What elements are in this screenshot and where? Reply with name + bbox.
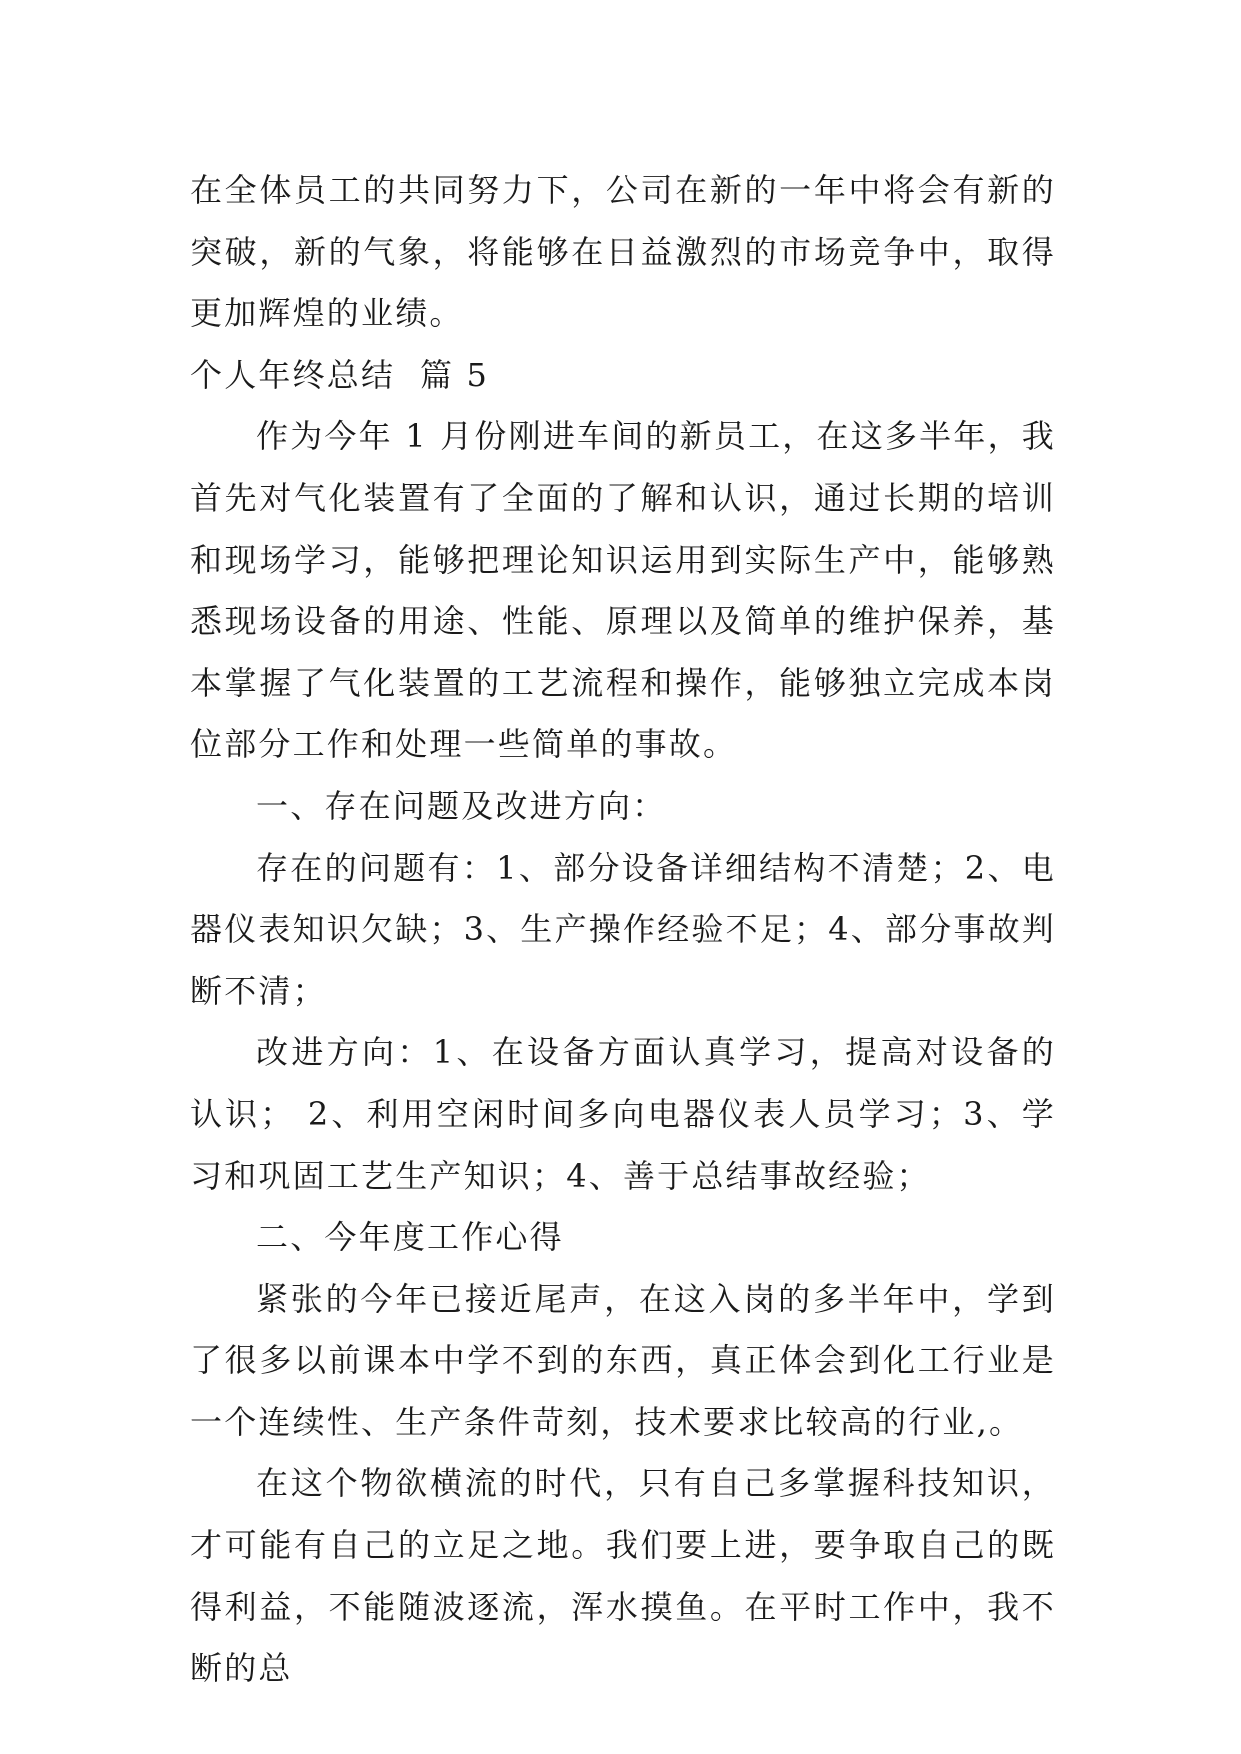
subheading-problems-directions: 一、存在问题及改进方向： <box>256 786 667 825</box>
paragraph-improvements: 改进方向：1、在设备方面认真学习，提高对设备的认识； 2、利用空闲时间多向电器仪表人员学习；3、学习和巩固工艺生产知识；4、善于总结事故经验； <box>190 1033 1056 1195</box>
paragraph-intro: 作为今年 1 月份刚进车间的新员工，在这多半年，我首先对气化装置有了全面的了解和认识，通过长期的培训和现场学习，能够把理论知识运用到实际生产中，能够熟悉现场设备的用途、性能、原理以及简单的维护保养，基本掌握了气化装置的工艺流程和操作，能够独立完成本岗位部分工作和处理一些简单的事故。 <box>190 417 1056 764</box>
subheading-work-experience: 二、今年度工作心得 <box>256 1218 564 1257</box>
paragraph-experience: 紧张的今年已接近尾声，在这入岗的多半年中，学到了很多以前课本中学不到的东西，真正体会到化工行业是一个连续性、生产条件苛刻，技术要求比较高的行业,。 <box>190 1279 1056 1441</box>
paragraph-reflection: 在这个物欲横流的时代，只有自己多掌握科技知识，才可能有自己的立足之地。我们要上进，要争取自己的既得利益，不能随波逐流，浑水摸鱼。在平时工作中，我不断的总 <box>190 1464 1056 1688</box>
document-body <box>190 160 1056 1700</box>
paragraph-problems: 存在的问题有：1、部分设备详细结构不清楚；2、电器仪表知识欠缺；3、生产操作经验不足；4、部分事故判断不清； <box>190 848 1056 1010</box>
paragraph-closing: 在全体员工的共同努力下，公司在新的一年中将会有新的突破，新的气象，将能够在日益激烈的市场竞争中，取得更加辉煌的业绩。 <box>190 171 1056 333</box>
section-heading: 个人年终总结 篇 5 <box>190 355 490 394</box>
